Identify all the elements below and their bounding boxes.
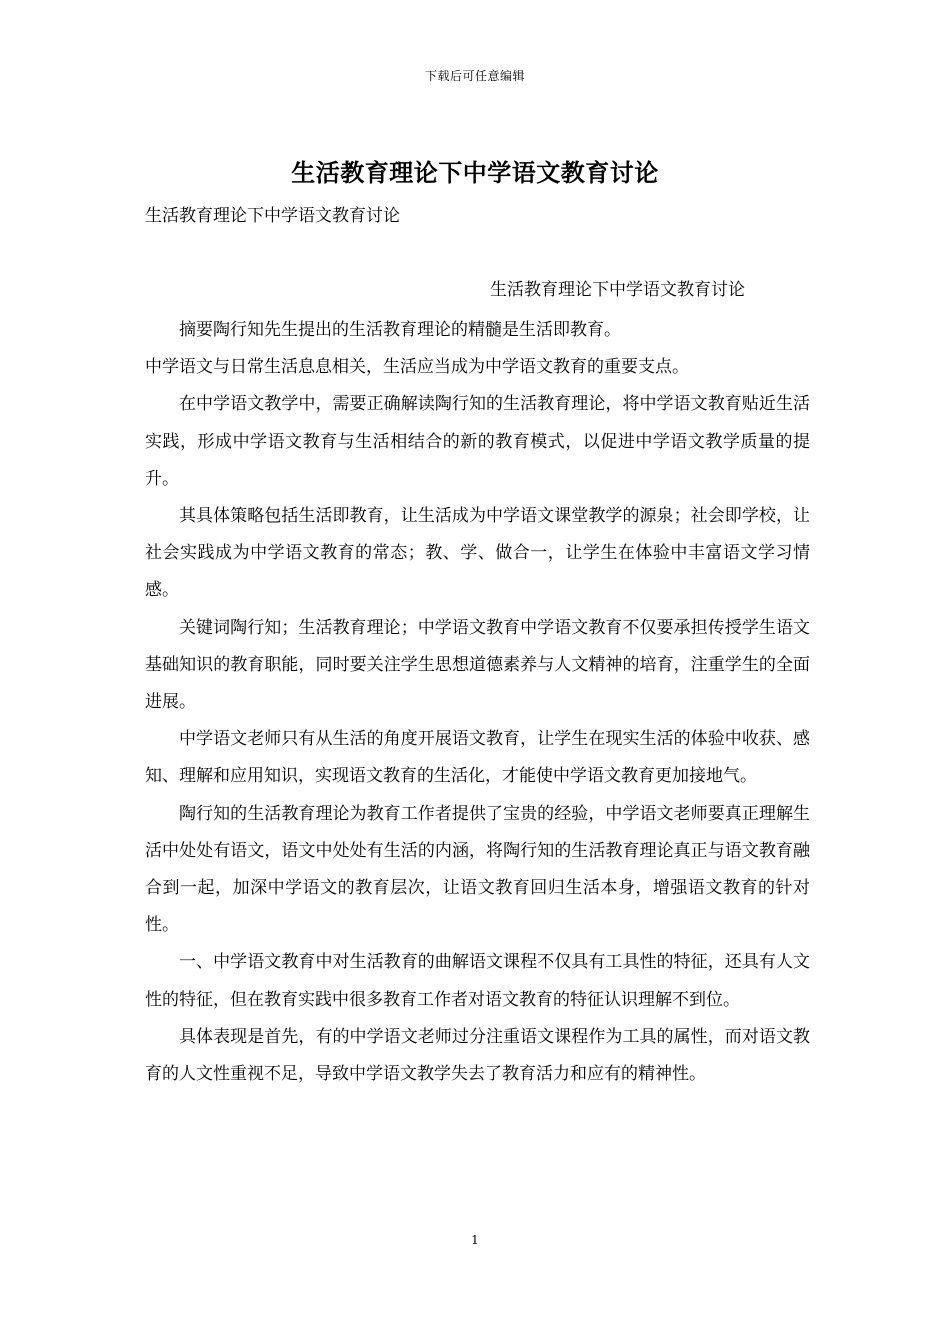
- paragraph-keywords: 关键词陶行知；生活教育理论；中学语文教育中学语文教育不仅要承担传授学生语文基础知识的教育职能，同时要关注学生思想道德素养与人文精神的培育，注重学生的全面进展。: [145, 617, 810, 713]
- page-header-note: 下载后可任意编辑: [424, 69, 525, 83]
- document-body: [145, 312, 810, 1093]
- paragraph: 中学语文与日常生活息息相关，生活应当成为中学语文教育的重要支点。: [145, 357, 689, 378]
- paragraph: 具体表现是首先，有的中学语文老师过分注重语文课程作为工具的属性，而对语文教育的人文性重视不足，导致中学语文教学失去了教育活力和应有的精神性。: [145, 1026, 810, 1085]
- paragraph: 中学语文老师只有从生活的角度开展语文教育，让学生在现实生活的体验中收获、感知、理解和应用知识，实现语文教育的生活化，才能使中学语文教育更加接地气。: [145, 729, 810, 787]
- paragraph-section-one: 一、中学语文教育中对生活教育的曲解语文课程不仅具有工具性的特征，还具有人文性的特征，但在教育实践中很多教育工作者对语文教育的特征认识理解不到位。: [145, 952, 810, 1010]
- paragraph: 在中学语文教学中，需要正确解读陶行知的生活教育理论，将中学语文教育贴近生活实践，形成中学语文教育与生活相结合的新的教育模式，以促进中学语文教学质量的提升。: [145, 394, 810, 489]
- repeated-title-line: 生活教育理论下中学语文教育讨论: [490, 280, 745, 300]
- document-subtitle: 生活教育理论下中学语文教育讨论: [145, 206, 400, 226]
- page-number: 1: [471, 1233, 479, 1247]
- document-title: 生活教育理论下中学语文教育讨论: [291, 158, 659, 187]
- paragraph-abstract: 摘要陶行知先生提出的生活教育理论的精髓是生活即教育。: [179, 320, 621, 340]
- paragraph: 陶行知的生活教育理论为教育工作者提供了宝贵的经验，中学语文老师要真正理解生活中处处有语文，语文中处处有生活的内涵，将陶行知的生活教育理论真正与语文教育融合到一起，加深中学语文的教育层次，让语文教育回归生活本身，增强语文教育的针对性。: [145, 803, 810, 936]
- paragraph: 其具体策略包括生活即教育，让生活成为中学语文课堂教学的源泉；社会即学校，让社会实践成为中学语文教育的常态；教、学、做合一，让学生在体验中丰富语文学习情感。: [145, 506, 810, 601]
